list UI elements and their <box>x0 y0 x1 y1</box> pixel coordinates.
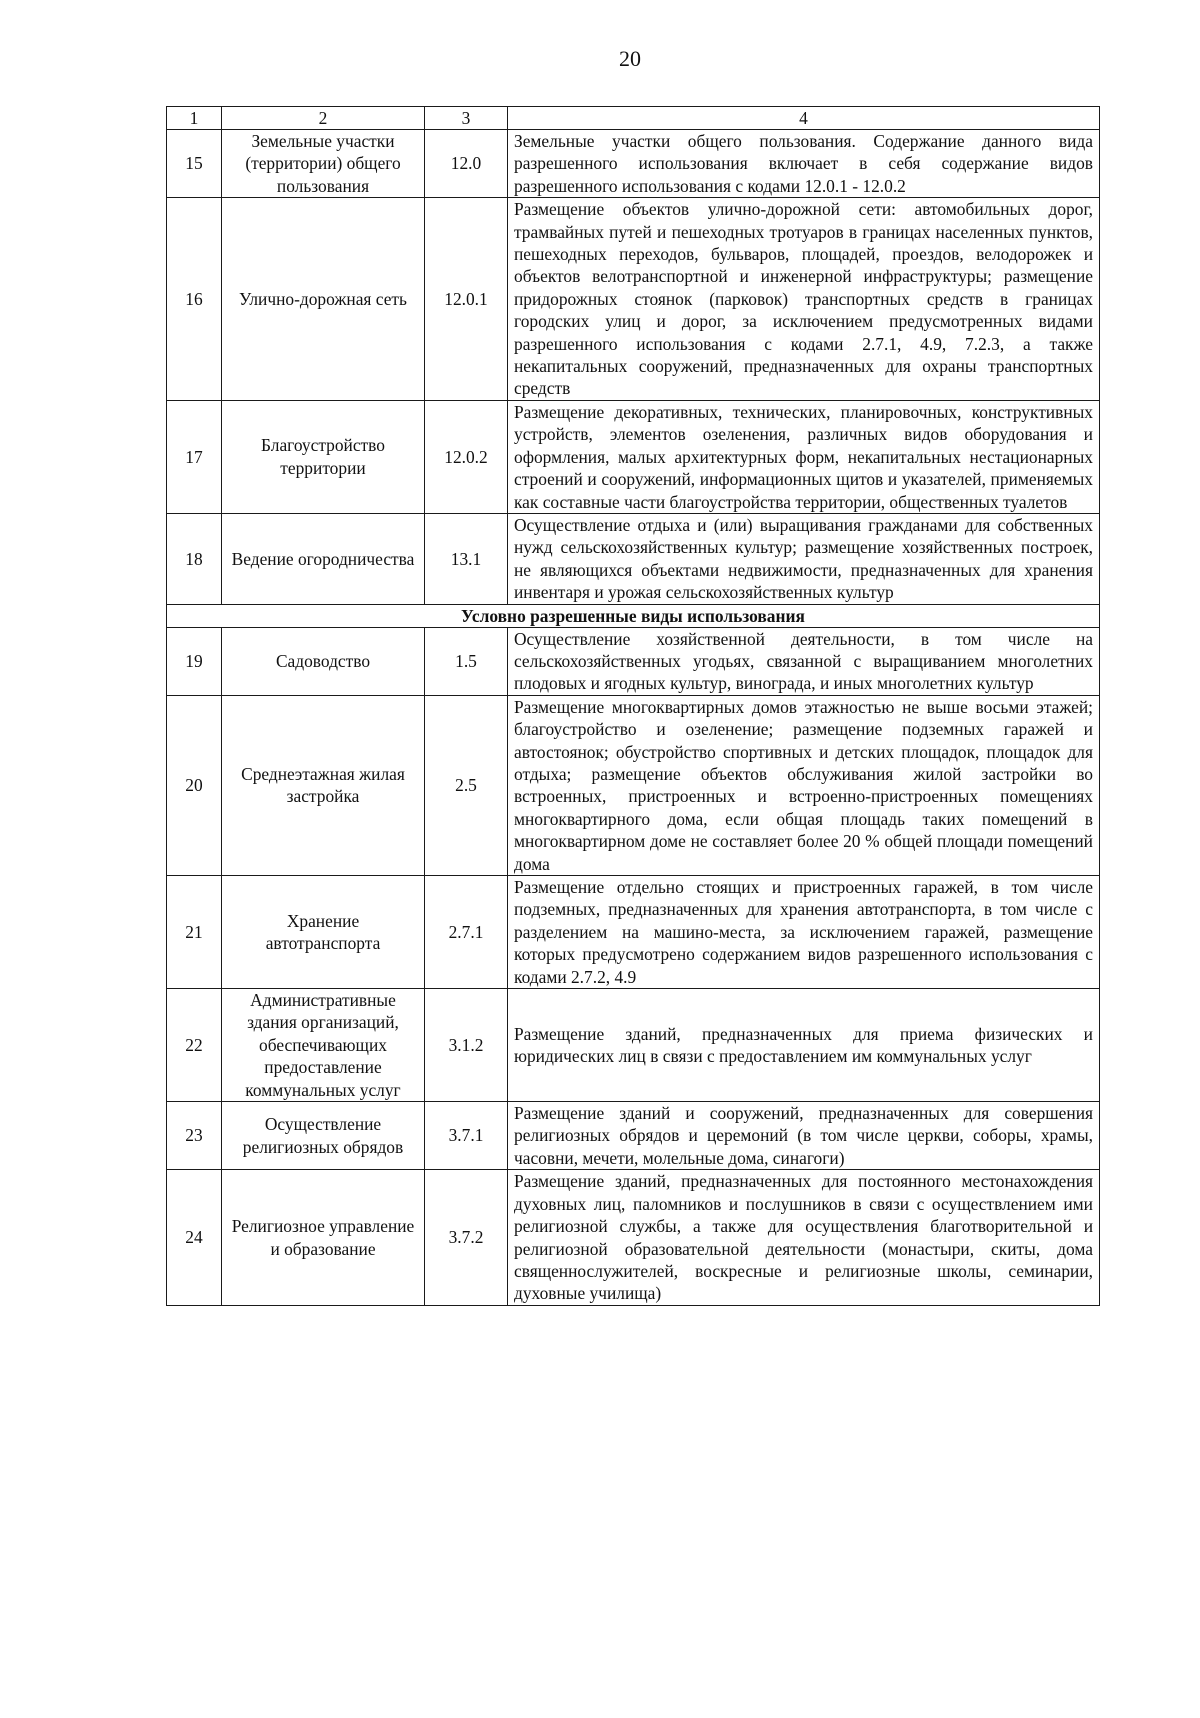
use-type-code: 3.7.1 <box>425 1102 508 1170</box>
use-type-name: Садоводство <box>222 627 425 695</box>
table-row <box>167 513 1100 604</box>
use-type-description: Размещение отдельно стоящих и пристроенных гаражей, в том числе подземных, предназначенных для хранения автотранспорта, в том числе с разделением на машино-места, за исключением гаражей, размещение которых предусмотрено содержанием видов разрешенного использования с кодами 2.7.2, 4.9 <box>508 876 1100 989</box>
section-header-row <box>167 604 1100 627</box>
row-number: 21 <box>167 876 222 989</box>
use-type-description: Осуществление отдыха и (или) выращивания гражданами для собственных нужд сельскохозяйственных культур; размещение хозяйственных построек, не являющихся объектами недвижимости, предназначенных для хранения инвентаря и урожая сельскохозяйственных культур <box>508 513 1100 604</box>
use-type-name: Ведение огородничества <box>222 513 425 604</box>
row-number: 20 <box>167 695 222 875</box>
use-type-code: 2.7.1 <box>425 876 508 989</box>
table-row <box>167 989 1100 1102</box>
use-type-code: 12.0 <box>425 130 508 198</box>
use-type-code: 3.1.2 <box>425 989 508 1102</box>
use-type-code: 13.1 <box>425 513 508 604</box>
use-type-description: Размещение многоквартирных домов этажностью не выше восьми этажей; благоустройство и озеленение; размещение подземных гаражей и автостоянок; обустройство спортивных и детских площадок, площадок для отдыха; размещение объектов обслуживания жилой застройки во встроенных, пристроенных и встроенно-пристроенных помещениях многоквартирного дома, если общая площадь таких помещений в многоквартирном доме не составляет более 20 % общей площади помещений дома <box>508 695 1100 875</box>
table-row <box>167 198 1100 401</box>
column-number: 1 <box>167 107 222 130</box>
table-row <box>167 695 1100 875</box>
use-type-description: Земельные участки общего пользования. Содержание данного вида разрешенного использования включает в себя содержание видов разрешенного использования с кодами 12.0.1 - 12.0.2 <box>508 130 1100 198</box>
use-type-description: Размещение зданий и сооружений, предназначенных для совершения религиозных обрядов и церемоний (в том числе церкви, соборы, храмы, часовни, мечети, молельные дома, синагоги) <box>508 1102 1100 1170</box>
use-type-description: Размещение зданий, предназначенных для постоянного местонахождения духовных лиц, паломников и послушников в связи с осуществлением ими религиозной службы, а также для осуществления благотворительной и религиозной образовательной деятельности (монастыри, скиты, дома священнослужителей, воскресные и религиозные школы, семинарии, духовные училища) <box>508 1170 1100 1305</box>
page-number: 20 <box>619 46 641 71</box>
row-number: 19 <box>167 627 222 695</box>
use-type-name: Религиозное управление и образование <box>222 1170 425 1305</box>
use-type-code: 12.0.2 <box>425 400 508 513</box>
column-number: 4 <box>508 107 1100 130</box>
use-type-name: Среднеэтажная жилая застройка <box>222 695 425 875</box>
use-type-description: Размещение декоративных, технических, планировочных, конструктивных устройств, элементов озеленения, различных видов оборудования и оформления, малых архитектурных форм, некапитальных нестационарных строений и сооружений, информационных щитов и указателей, применяемых как составные части благоустройства территории, общественных туалетов <box>508 400 1100 513</box>
use-type-name: Благоустройство территории <box>222 400 425 513</box>
row-number: 15 <box>167 130 222 198</box>
row-number: 18 <box>167 513 222 604</box>
use-type-code: 3.7.2 <box>425 1170 508 1305</box>
column-number-row <box>167 107 1100 130</box>
use-type-name: Административные здания организаций, обеспечивающих предоставление коммунальных услуг <box>222 989 425 1102</box>
section-title: Условно разрешенные виды использования <box>167 604 1100 627</box>
table-row <box>167 876 1100 989</box>
column-number: 2 <box>222 107 425 130</box>
row-number: 22 <box>167 989 222 1102</box>
table-row <box>167 130 1100 198</box>
use-type-name: Земельные участки (территории) общего пользования <box>222 130 425 198</box>
use-type-name: Улично-дорожная сеть <box>222 198 425 401</box>
table-row <box>167 1102 1100 1170</box>
table-row <box>167 627 1100 695</box>
row-number: 17 <box>167 400 222 513</box>
use-type-code: 12.0.1 <box>425 198 508 401</box>
land-use-table <box>166 106 1100 1306</box>
use-type-description: Размещение объектов улично-дорожной сети: автомобильных дорог, трамвайных путей и пешеходных тротуаров в границах населенных пунктов, пешеходных переходов, бульваров, площадей, проездов, велодорожек и объектов велотранспортной и инженерной инфраструктуры; размещение придорожных стоянок (парковок) транспортных средств в границах городских улиц и дорог, за исключением предусмотренных видами разрешенного использования с кодами 2.7.1, 4.9, 7.2.3, а также некапитальных сооружений, предназначенных для охраны транспортных средств <box>508 198 1100 401</box>
use-type-code: 2.5 <box>425 695 508 875</box>
use-type-description: Размещение зданий, предназначенных для приема физических и юридических лиц в связи с предоставлением им коммунальных услуг <box>508 989 1100 1102</box>
table-row <box>167 400 1100 513</box>
use-type-name: Осуществление религиозных обрядов <box>222 1102 425 1170</box>
use-type-description: Осуществление хозяйственной деятельности, в том числе на сельскохозяйственных угодьях, связанной с выращиванием многолетних плодовых и ягодных культур, винограда, и иных многолетних культур <box>508 627 1100 695</box>
row-number: 24 <box>167 1170 222 1305</box>
use-type-name: Хранение автотранспорта <box>222 876 425 989</box>
row-number: 16 <box>167 198 222 401</box>
column-number: 3 <box>425 107 508 130</box>
table-row <box>167 1170 1100 1305</box>
use-type-code: 1.5 <box>425 627 508 695</box>
row-number: 23 <box>167 1102 222 1170</box>
